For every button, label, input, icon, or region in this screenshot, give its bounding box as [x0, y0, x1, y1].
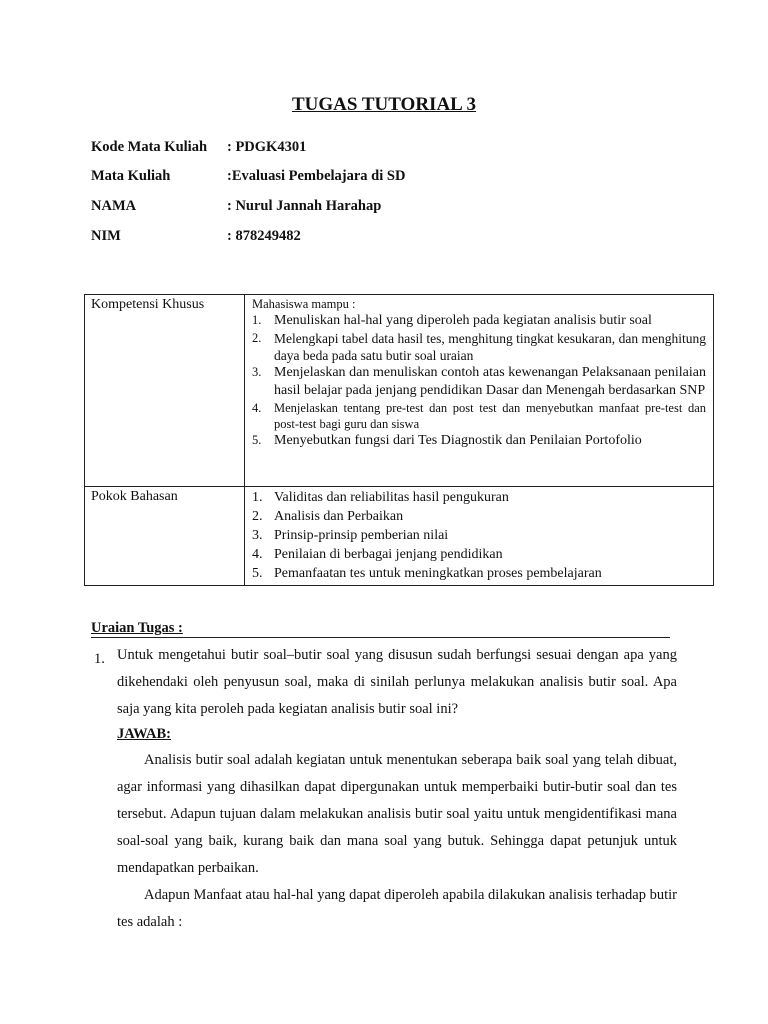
list-item [252, 330, 706, 364]
info-key: NIM [91, 228, 121, 244]
list-item-num: 2. [252, 331, 262, 345]
list-item-num: 3. [252, 528, 263, 543]
info-key: NAMA [91, 198, 137, 214]
list-item-text: Menyebutkan fungsi dari Tes Diagnostik dan Penilaian Portofolio [274, 433, 642, 448]
kompetensi-intro: Mahasiswa mampu : [252, 297, 356, 311]
info-key: Kode Mata Kuliah [91, 139, 208, 155]
list-item-num: 4. [252, 401, 262, 415]
list-item-text: Pemanfaatan tes untuk meningkatkan proses pembelajaran [274, 566, 602, 581]
list-item [252, 400, 706, 432]
document-title: TUGAS TUTORIAL 3 [291, 94, 477, 115]
list-item-text: Menjelaskan tentang pre-test dan post test dan menyebutkan manfaat pre-test dan post-test bagi guru dan siswa [274, 401, 706, 431]
info-key: Mata Kuliah [91, 168, 171, 184]
info-value: : 878249482 [227, 228, 301, 244]
list-item [252, 488, 706, 507]
kompetensi-list [252, 312, 706, 450]
info-value: :Evaluasi Pembelajara di SD [227, 168, 406, 184]
list-item-num: 5. [252, 566, 263, 581]
list-item [252, 312, 706, 330]
info-row-nama [91, 198, 381, 215]
question-block [117, 642, 677, 936]
list-item-num: 5. [252, 433, 262, 447]
answer-label: JAWAB: [117, 726, 171, 742]
list-item [252, 364, 706, 400]
pokok-label: Pokok Bahasan [85, 487, 245, 586]
list-item-text: Menuliskan hal-hal yang diperoleh pada kegiatan analisis butir soal [274, 313, 652, 328]
list-item-text: Melengkapi tabel data hasil tes, menghitung tingkat kesukaran, dan menghitung daya beda pada satu butir soal uraian [274, 331, 706, 363]
list-item-num: 1. [252, 490, 263, 505]
kompetensi-label: Kompetensi Khusus [85, 295, 245, 487]
answer-paragraph: Adapun Manfaat atau hal-hal yang dapat diperoleh apabila dilakukan analisis terhadap butir tes adalah : [117, 887, 677, 930]
list-item-text: Menjelaskan dan menuliskan contoh atas kewenangan Pelaksanaan penilaian hasil belajar pada jenjang pendidikan Dasar dan Menengah berdasarkan SNP [274, 365, 706, 398]
uraian-tugas-label: Uraian Tugas : [91, 620, 183, 636]
kompetensi-content [245, 295, 714, 487]
info-row-mata-kuliah [91, 168, 405, 185]
list-item [252, 564, 706, 583]
answer-paragraph: Analisis butir soal adalah kegiatan untuk menentukan seberapa baik soal yang telah dibuat, agar informasi yang dihasilkan dapat dipergunakan untuk memperbaiki butir-butir soal dan tes tersebut. Adapun tujuan dalam melakukan analisis butir soal yaitu untuk mengidentifikasi mana soal-soal yang baik, kurang baik dan mana soal yang butuk. Sehingga dapat petunjuk untuk mendapatkan perbaikan. [117, 752, 677, 876]
list-item [252, 507, 706, 526]
list-item [252, 545, 706, 564]
question-number: 1. [94, 651, 105, 667]
list-item-text: Penilaian di berbagai jenjang pendidikan [274, 547, 503, 562]
table-row-kompetensi [85, 295, 714, 487]
list-item-num: 3. [252, 365, 262, 379]
uraian-tugas-heading [91, 619, 670, 638]
table-row-pokok [85, 487, 714, 586]
info-value: : Nurul Jannah Harahap [227, 198, 382, 214]
list-item-num: 1. [252, 313, 262, 327]
question-text: Untuk mengetahui butir soal–butir soal yang disusun sudah berfungsi sesuai dengan apa yang dikehendaki oleh penyusun soal, maka di sinilah perlunya melakukan analisis butir soal. Apa saja yang kita peroleh pada kegiatan analisis butir soal ini? [117, 647, 677, 717]
list-item [252, 526, 706, 545]
info-value: : PDGK4301 [227, 139, 307, 155]
list-item-text: Prinsip-prinsip pemberian nilai [274, 528, 449, 543]
pokok-list [252, 488, 706, 583]
list-item-text: Analisis dan Perbaikan [274, 509, 404, 524]
list-item-text: Validitas dan reliabilitas hasil pengukuran [274, 490, 509, 505]
info-row-kode [91, 139, 306, 156]
list-item-num: 4. [252, 547, 263, 562]
list-item [252, 432, 706, 450]
competency-table [84, 294, 714, 586]
list-item-num: 2. [252, 509, 263, 524]
pokok-content [245, 487, 714, 586]
info-row-nim [91, 228, 301, 245]
